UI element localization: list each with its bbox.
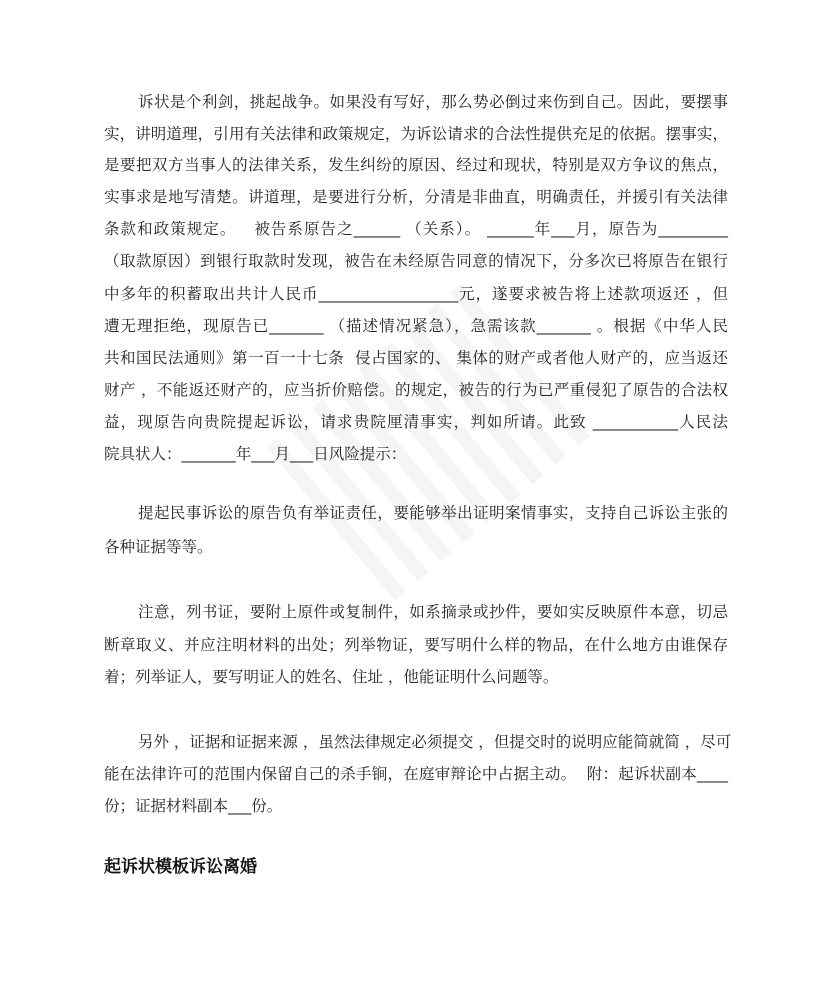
- text-line: 另外 ，证据和证据来源 ，虽然法律规定必须提交 ，但提交时的说明应能简就简 ，尽可: [138, 733, 732, 751]
- text-line: 注意，列书证，要附上原件或复制件，如系摘录或抄件，要如实反映原件本意，切忌: [138, 603, 728, 621]
- text-line: 共和国民法通则》第一百一十七条 侵占国家的、 集体的财产或者他人财产的，应当返还: [104, 349, 728, 367]
- text-line: 遭无理拒绝，现原告已_______ （描述情况紧急），急需该款_______ 。根据《中华人民: [104, 317, 728, 335]
- text-line: 能在法律许可的范围内保留自己的杀手锏，在庭审辩论中占据主动。 附：起诉状副本____: [104, 765, 728, 783]
- text-line: 份；证据材料副本___份。: [104, 797, 283, 815]
- text-line: 提起民事诉讼的原告负有举证责任，要能够举出证明案情事实，支持自己诉讼主张的: [138, 504, 728, 522]
- text-line: 中多年的积蓄取出共计人民币__________________元，遂要求被告将上述款项返还 ，但: [104, 285, 728, 303]
- text-line: 实事求是地写清楚。讲道理，是要进行分析，分清是非曲直，明确责任，并援引有关法律: [104, 188, 728, 206]
- text-line: 诉状是个利剑，挑起战争。如果没有写好，那么势必倒过来伤到自己。因此，要摆事: [138, 93, 728, 111]
- text-line: （取款原因）到银行取款时发现，被告在未经原告同意的情况下，分多次已将原告在银行: [104, 252, 728, 270]
- text-line: 是要把双方当事人的法律关系，发生纠纷的原因、经过和现状，特别是双方争议的焦点，: [104, 156, 728, 174]
- text-line: 实，讲明道理，引用有关法律和政策规定，为诉讼请求的合法性提供充足的依据。摆事实，: [104, 125, 728, 143]
- text-line: 院具状人：_______年___月___日风险提示：: [104, 445, 407, 463]
- text-line: 各种证据等等。: [104, 538, 213, 556]
- text-line: 财产 ，不能返还财产的，应当折价赔偿。的规定，被告的行为已严重侵犯了原告的合法权: [104, 381, 728, 399]
- text-line: 条款和政策规定。 被告系原告之______ （关系）。 ______年___月，原告为_________: [104, 220, 728, 238]
- text-line: 断章取义、并应注明材料的出处；列举物证，要写明什么样的物品，在什么地方由谁保存: [104, 636, 728, 654]
- text-line: 着；列举证人，要写明证人的姓名、住址 ，他能证明什么问题等。: [104, 668, 559, 686]
- text-line: 益，现原告向贵院提起诉讼，请求贵院厘清事实，判如所请。此致 ___________人民法: [104, 413, 728, 431]
- section-heading: 起诉状模板诉讼离婚: [104, 857, 257, 877]
